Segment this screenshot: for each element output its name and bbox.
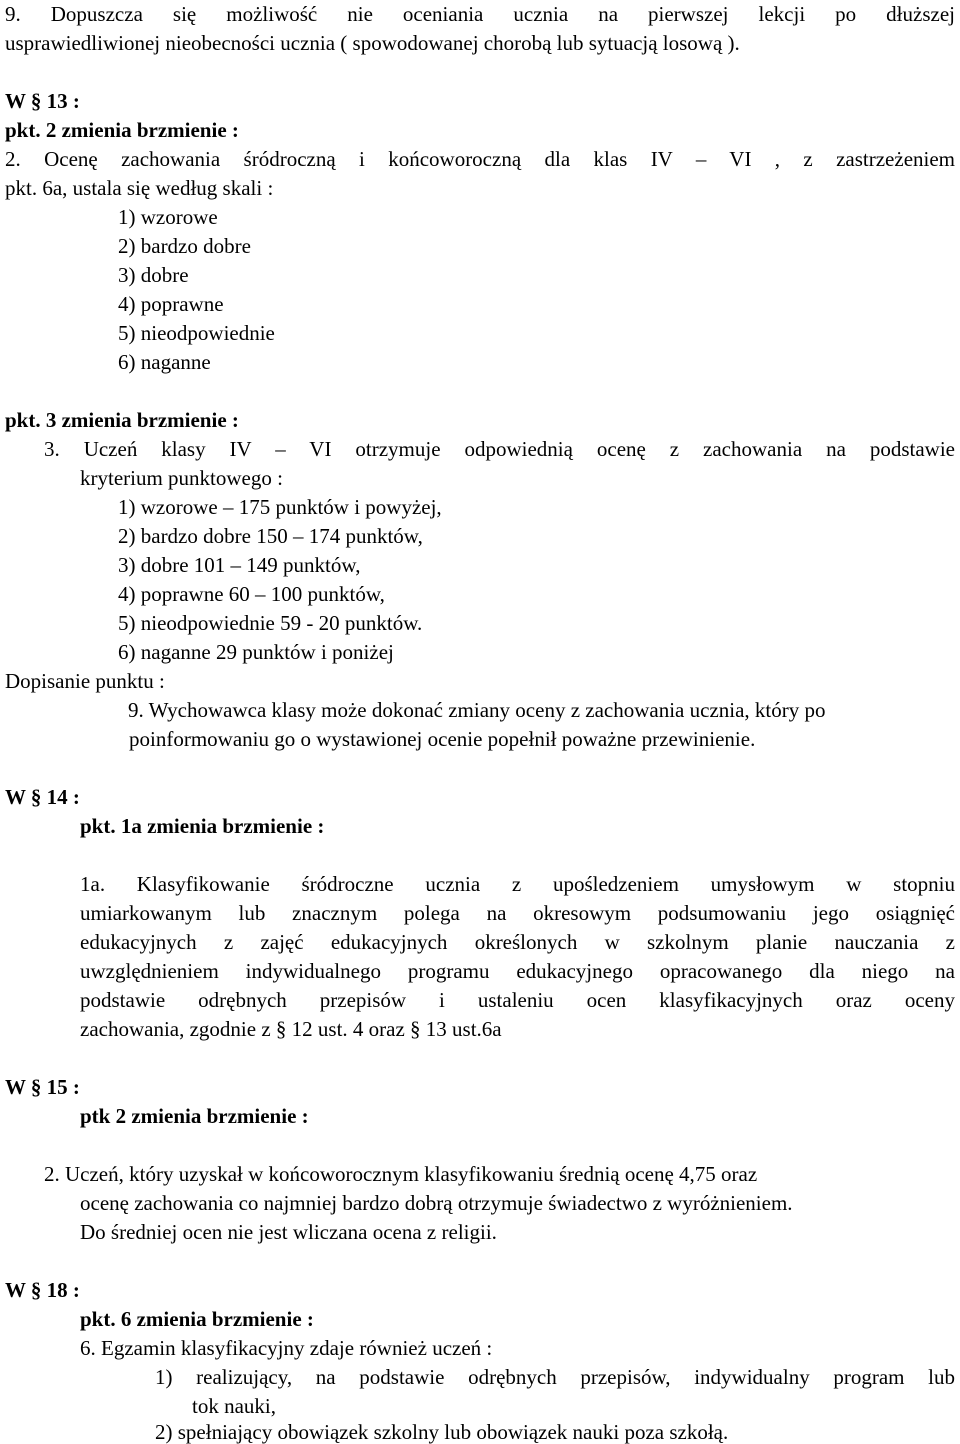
section-18-item: 1) realizujący, na podstawie odrębnych przepisów, indywidualny program lub bbox=[155, 1365, 955, 1389]
section-14-line: uwzględnieniem indywidualnego programu edukacyjnego opracowanego dla niego na bbox=[80, 959, 955, 983]
criteria-item: 5) nieodpowiednie 59 - 20 punktów. bbox=[118, 611, 423, 635]
section-13-pkt3-line-1: 3. Uczeń klasy IV – VI otrzymuje odpowiednią ocenę z zachowania na podstawie bbox=[44, 437, 955, 461]
section-13-text-line-2: pkt. 6a, ustala się według skali : bbox=[5, 176, 274, 200]
scale-item: 5) nieodpowiednie bbox=[118, 321, 275, 345]
scale-item: 1) wzorowe bbox=[118, 205, 218, 229]
section-18-item: 2) spełniający obowiązek szkolny lub obowiązek nauki poza szkołą. bbox=[155, 1420, 729, 1444]
section-18-subheading: pkt. 6 zmienia brzmienie : bbox=[80, 1307, 314, 1331]
addition-label: Dopisanie punktu : bbox=[5, 669, 165, 693]
section-18-heading: W § 18 : bbox=[5, 1278, 80, 1302]
section-15-heading: W § 15 : bbox=[5, 1075, 80, 1099]
scale-item: 2) bardzo dobre bbox=[118, 234, 251, 258]
criteria-item: 2) bardzo dobre 150 – 174 punktów, bbox=[118, 524, 423, 548]
criteria-item: 1) wzorowe – 175 punktów i powyżej, bbox=[118, 495, 442, 519]
section-15-line: 2. Uczeń, który uzyskał w końcoworocznym klasyfikowaniu średnią ocenę 4,75 oraz bbox=[44, 1162, 758, 1186]
addition-line-2: poinformowaniu go o wystawionej ocenie popełnił poważne przewinienie. bbox=[129, 727, 756, 751]
section-15-line: ocenę zachowania co najmniej bardzo dobrą otrzymuje świadectwo z wyróżnieniem. bbox=[80, 1191, 793, 1215]
scale-item: 6) naganne bbox=[118, 350, 211, 374]
pkt2-label: pkt. 2 bbox=[5, 118, 57, 142]
section-18-item-continuation: tok nauki, bbox=[192, 1394, 276, 1418]
section-14-line: podstawie odrębnych przepisów i ustaleniu ocen klasyfikacyjnych oraz oceny bbox=[80, 988, 955, 1012]
section-13-text-line-1: 2. Ocenę zachowania śródroczną i końcoworoczną dla klas IV – VI , z zastrzeżeniem bbox=[5, 147, 955, 171]
section-18-line-1: 6. Egzamin klasyfikacyjny zdaje również uczeń : bbox=[80, 1336, 493, 1360]
criteria-item: 6) naganne 29 punktów i poniżej bbox=[118, 640, 394, 664]
section-14-line: umiarkowanym lub znacznym polega na okresowym podsumowaniu jego osiągnięć bbox=[80, 901, 955, 925]
scale-item: 3) dobre bbox=[118, 263, 189, 287]
section-14-line: edukacyjnych z zajęć edukacyjnych określonych w szkolnym planie nauczania z bbox=[80, 930, 955, 954]
scale-item: 4) poprawne bbox=[118, 292, 224, 316]
section-13-pkt3-heading: pkt. 3 zmienia brzmienie : bbox=[5, 408, 239, 432]
addition-line-1: 9. Wychowawca klasy może dokonać zmiany oceny z zachowania ucznia, który po bbox=[128, 698, 826, 722]
section-15-line: Do średniej ocen nie jest wliczana ocena z religii. bbox=[80, 1220, 497, 1244]
intro-line-1: 9. Dopuszcza się możliwość nie oceniania ucznia na pierwszej lekcji po dłuższej bbox=[5, 2, 955, 26]
section-13-heading: W § 13 : bbox=[5, 89, 80, 113]
section-14-heading: W § 14 : bbox=[5, 785, 80, 809]
section-13-pkt2-heading bbox=[5, 118, 239, 142]
section-14-subheading: pkt. 1a zmienia brzmienie : bbox=[80, 814, 325, 838]
section-14-line: 1a. Klasyfikowanie śródroczne ucznia z upośledzeniem umysłowym w stopniu bbox=[80, 872, 955, 896]
intro-line-2: usprawiedliwionej nieobecności ucznia ( spowodowanej chorobą lub sytuacją losową ). bbox=[5, 31, 740, 55]
criteria-item: 3) dobre 101 – 149 punktów, bbox=[118, 553, 361, 577]
criteria-item: 4) poprawne 60 – 100 punktów, bbox=[118, 582, 385, 606]
section-13-pkt3-line-2: kryterium punktowego : bbox=[80, 466, 283, 490]
section-15-subheading: ptk 2 zmienia brzmienie : bbox=[80, 1104, 309, 1128]
section-14-line: zachowania, zgodnie z § 12 ust. 4 oraz § 13 ust.6a bbox=[80, 1017, 502, 1041]
pkt2-rest: zmienia brzmienie : bbox=[56, 118, 239, 142]
